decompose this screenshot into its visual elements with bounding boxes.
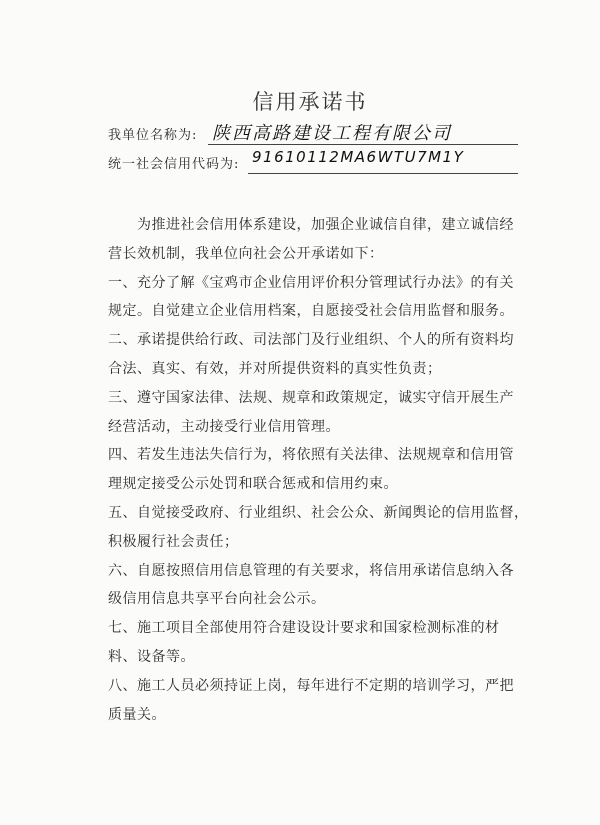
body-line: 八、施工人员必须持证上岗，每年进行不定期的培训学习，严把 <box>108 677 514 694</box>
credit-code-field <box>108 148 465 172</box>
credit-code-label: 统一社会信用代码为: <box>108 157 240 172</box>
body-line: 二、承诺提供给行政、司法部门及行业组织、个人的所有资料均 <box>108 332 514 349</box>
company-name-handwriting: 陕西高路建设工程有限公司 <box>208 119 518 145</box>
body-line: 营长效机制，我单位向社会公开承诺如下： <box>108 245 384 262</box>
company-name-label: 我单位名称为: <box>108 128 198 143</box>
body-line: 积极履行社会责任； <box>108 533 239 550</box>
body-line: 七、施工项目全部使用符合建设设计要求和国家检测标准的材 <box>108 620 500 637</box>
body-line: 四、若发生违法失信行为，将依照有关法律、法规规章和信用管 <box>108 447 514 464</box>
body-line: 料、设备等。 <box>108 648 195 665</box>
commitment-body <box>108 211 548 729</box>
body-line: 级信用信息共享平台向社会公示。 <box>108 591 326 608</box>
body-line: 理规定接受公示处罚和联合惩戒和信用约束。 <box>108 476 398 493</box>
credit-code-handwriting: 91610112MA6WTU7M1Y <box>248 148 518 174</box>
body-line: 六、自愿按照信用信息管理的有关要求，将信用承诺信息纳入各 <box>108 562 514 579</box>
body-line: 三、遵守国家法律、法规、规章和政策规定，诚实守信开展生产 <box>108 389 514 406</box>
body-line: 规定。自觉建立企业信用档案，自愿接受社会信用监督和服务。 <box>108 303 514 320</box>
body-line: 一、充分了解《宝鸡市企业信用评价积分管理试行办法》的有关 <box>108 274 514 291</box>
body-line: 合法、真实、有效，并对所提供资料的真实性负责； <box>108 360 442 377</box>
body-line: 质量关。 <box>108 706 166 723</box>
body-line: 为推进社会信用体系建设，加强企业诚信自律，建立诚信经 <box>137 217 514 233</box>
body-line: 五、自觉接受政府、行业组织、社会公众、新闻舆论的信用监督， <box>108 504 529 521</box>
document-title: 信用承诺书 <box>252 90 368 114</box>
body-line: 经营活动，主动接受行业信用管理。 <box>108 418 340 435</box>
company-name-field <box>108 123 452 144</box>
